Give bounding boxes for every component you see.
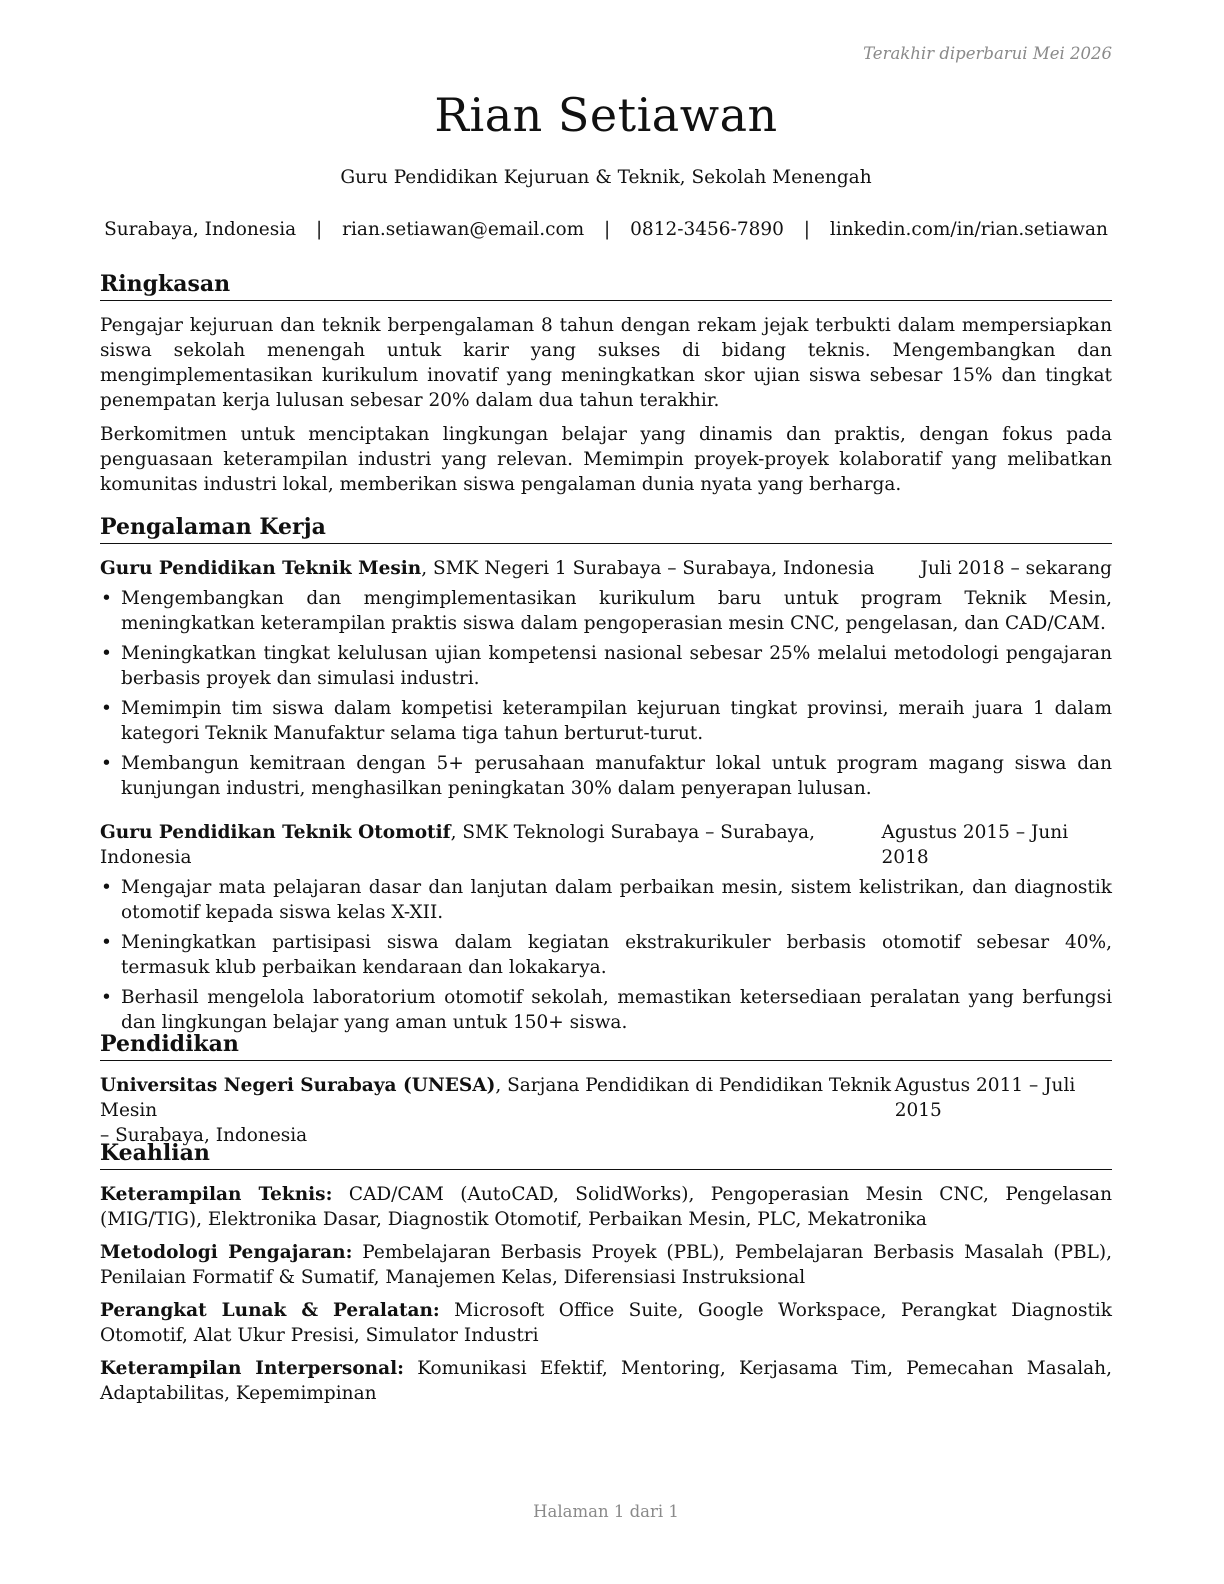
contact-separator: | xyxy=(803,219,811,240)
section-heading: Keahlian xyxy=(100,1139,1112,1170)
education-location: – Surabaya, Indonesia xyxy=(100,1125,308,1146)
job-entry xyxy=(100,556,1112,801)
summary-paragraph: Berkomitmen untuk menciptakan lingkungan belajar yang dinamis dan praktis, dengan fokus pada penguasaan keterampilan industri yang relevan. Memimpin proyek-proyek kolaboratif yang melibatkan komunitas industri lokal, memberikan siswa pengalaman dunia nyata yang berharga. xyxy=(100,424,1112,495)
bullet-text: Meningkatkan tingkat kelulusan ujian kompetensi nasional sebesar 25% melalui metodologi pengajaran berbasis proyek dan simulasi industri. xyxy=(121,643,1112,689)
bullet-text: Membangun kemitraan dengan 5+ perusahaan manufaktur lokal untuk program magang siswa dan kunjungan industri, menghasilkan peningkatan 30% dalam penyerapan lulusan. xyxy=(121,753,1112,799)
skill-group xyxy=(100,1240,1112,1290)
education-entry xyxy=(100,1073,1112,1148)
bullet-text: Mengembangkan dan mengimplementasikan kurikulum baru untuk program Teknik Mesin, meningkatkan keterampilan praktis siswa dalam pengoperasian mesin CNC, pengelasan, dan CAD/CAM. xyxy=(121,588,1112,634)
contact-line xyxy=(100,219,1112,240)
bullet-item xyxy=(100,930,1112,980)
experience-section xyxy=(100,513,1112,1040)
job-dates: Agustus 2015 – Juni 2018 xyxy=(881,822,1069,868)
contact-email[interactable]: rian.setiawan@email.com xyxy=(342,219,585,240)
job-title-line xyxy=(100,556,874,581)
skill-text: Komunikasi Efektif, Mentoring, Kerjasama Tim, Pemecahan Masalah, Adaptabilitas, Kepemimpinan xyxy=(100,1358,1112,1404)
summary-section xyxy=(100,270,1112,506)
job-bullets xyxy=(100,586,1112,801)
skills-section xyxy=(100,1139,1112,1414)
skill-label: Keterampilan Teknis: xyxy=(100,1184,333,1205)
page-number: Halaman 1 dari 1 xyxy=(533,1502,679,1521)
bullet-dot-icon: • xyxy=(101,753,112,774)
contact-linkedin[interactable]: linkedin.com/in/rian.setiawan xyxy=(829,219,1108,240)
candidate-name: Rian Setiawan xyxy=(434,88,778,142)
bullet-item xyxy=(100,696,1112,746)
job-role: Guru Pendidikan Teknik Otomotif xyxy=(100,822,451,843)
skill-text: Pembelajaran Berbasis Proyek (PBL), Pembelajaran Berbasis Masalah (PBL), Penilaian Formatif & Sumatif, Manajemen Kelas, Diferensiasi Instruksional xyxy=(100,1242,1112,1288)
bullet-dot-icon: • xyxy=(101,588,112,609)
job-header xyxy=(100,556,1112,581)
bullet-dot-icon: • xyxy=(101,877,112,898)
skill-group xyxy=(100,1298,1112,1348)
candidate-title: Guru Pendidikan Kejuruan & Teknik, Sekolah Menengah xyxy=(340,167,872,188)
job-organization: , SMK Negeri 1 Surabaya – Surabaya, Indonesia xyxy=(421,558,875,579)
bullet-dot-icon: • xyxy=(101,932,112,953)
bullet-text: Memimpin tim siswa dalam kompetisi keterampilan kejuruan tingkat provinsi, meraih juara 1 dalam kategori Teknik Manufaktur selama tiga tahun berturut-turut. xyxy=(121,698,1112,744)
bullet-dot-icon: • xyxy=(101,643,112,664)
contact-separator: | xyxy=(604,219,611,240)
job-entry xyxy=(100,820,1112,1035)
education-institution: Universitas Negeri Surabaya (UNESA) xyxy=(100,1075,496,1096)
resume-page xyxy=(100,0,1112,1584)
job-organization: , SMK Teknologi Surabaya – Surabaya, Indonesia xyxy=(100,822,815,868)
education-dates: Agustus 2011 – Juli 2015 xyxy=(894,1075,1076,1121)
contact-phone: 0812-3456-7890 xyxy=(630,219,784,240)
bullet-text: Meningkatkan partisipasi siswa dalam kegiatan ekstrakurikuler berbasis otomotif sebesar 40%, termasuk klub perbaikan kendaraan dan lokakarya. xyxy=(121,932,1112,978)
skill-group xyxy=(100,1182,1112,1232)
bullet-item xyxy=(100,641,1112,691)
education-title-line xyxy=(100,1073,895,1123)
job-bullets xyxy=(100,875,1112,1035)
skill-group xyxy=(100,1356,1112,1406)
job-dates: Juli 2018 – sekarang xyxy=(920,558,1112,579)
bullet-text: Berhasil mengelola laboratorium otomotif sekolah, memastikan ketersediaan peralatan yang berfungsi dan lingkungan belajar yang aman untuk 150+ siswa. xyxy=(121,987,1112,1033)
skill-label: Perangkat Lunak & Peralatan: xyxy=(100,1300,440,1321)
bullet-dot-icon: • xyxy=(101,987,112,1008)
bullet-item xyxy=(100,586,1112,636)
education-degree: , Sarjana Pendidikan di Pendidikan Teknik Mesin xyxy=(100,1075,892,1121)
bullet-item xyxy=(100,875,1112,925)
last-updated-note: Terakhir diperbarui Mei 2026 xyxy=(863,44,1112,63)
contact-separator: | xyxy=(316,219,323,240)
skill-label: Keterampilan Interpersonal: xyxy=(100,1358,404,1379)
skill-label: Metodologi Pengajaran: xyxy=(100,1242,353,1263)
education-header xyxy=(100,1073,1112,1123)
job-title-line xyxy=(100,820,882,870)
job-role: Guru Pendidikan Teknik Mesin xyxy=(100,558,422,579)
section-heading: Pendidikan xyxy=(100,1030,1112,1061)
skill-text: Microsoft Office Suite, Google Workspace, Perangkat Diagnostik Otomotif, Alat Ukur Presisi, Simulator Industri xyxy=(100,1300,1113,1346)
bullet-item xyxy=(100,751,1112,801)
summary-paragraph: Pengajar kejuruan dan teknik berpengalaman 8 tahun dengan rekam jejak terbukti dalam mempersiapkan siswa sekolah menengah untuk karir yang sukses di bidang teknis. Mengembangkan dan mengimplementasikan kurikulum inovatif yang meningkatkan skor ujian siswa sebesar 15% dan tingkat penempatan kerja lulusan sebesar 20% dalam dua tahun terakhir. xyxy=(100,315,1112,411)
section-heading: Ringkasan xyxy=(100,270,1112,301)
bullet-text: Mengajar mata pelajaran dasar dan lanjutan dalam perbaikan mesin, sistem kelistrikan, dan diagnostik otomotif kepada siswa kelas X-XII. xyxy=(121,877,1112,923)
contact-location: Surabaya, Indonesia xyxy=(104,219,297,240)
skill-text: CAD/CAM (AutoCAD, SolidWorks), Pengoperasian Mesin CNC, Pengelasan (MIG/TIG), Elektronika Dasar, Diagnostik Otomotif, Perbaikan Mesin, PLC, Mekatronika xyxy=(100,1184,1112,1230)
section-heading: Pengalaman Kerja xyxy=(100,513,1112,544)
bullet-item xyxy=(100,985,1112,1035)
bullet-dot-icon: • xyxy=(101,698,112,719)
job-header xyxy=(100,820,1112,870)
education-section xyxy=(100,1030,1112,1148)
